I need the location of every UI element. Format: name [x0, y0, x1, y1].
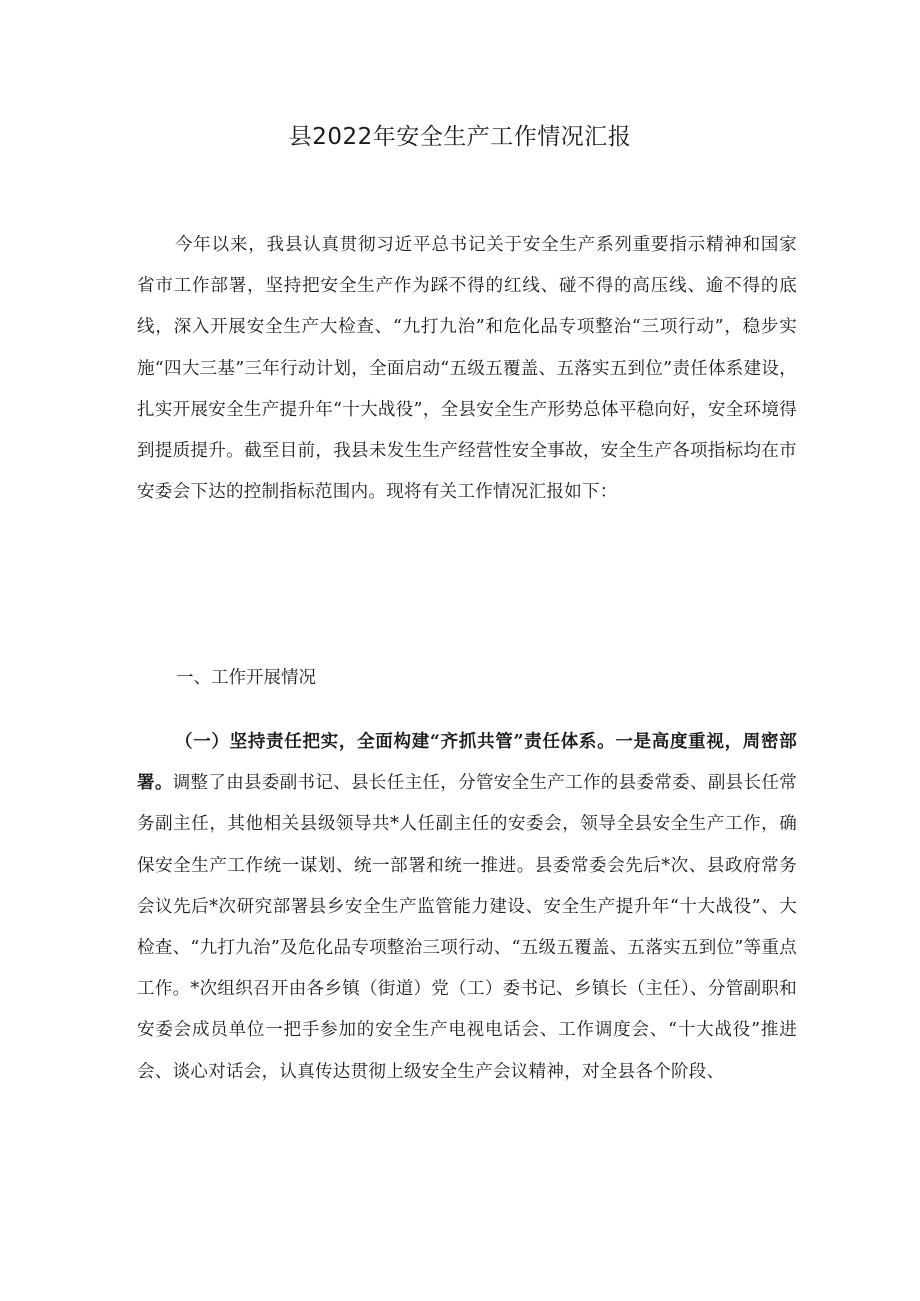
section-heading-1: 一、工作开展情况: [176, 668, 316, 688]
section-1-body: 调整了由县委副书记、县长任主任，分管安全生产工作的县委常委、副县长任常务副主任，其他相关县级领导共*人任副主任的安委会，领导全县安全生产工作，确保安全生产工作统一谋划、统一部署和统一推进。县委常委会先后*次、县政府常务会议先后*次研究部署县乡安全生产监管能力建设、安全生产提升年“十大战役”、大检查、“九打九治”及危化品专项整治三项行动、“五级五覆盖、五落实五到位”等重点工作。*次组织召开由各乡镇（街道）党（工）委书记、乡镇长（主任）、分管副职和安委会成员单位一把手参加的安全生产电视电话会、工作调度会、“十大战役”推进会、谈心对话会，认真传达贯彻上级安全生产会议精神，对全县各个阶段、: [137, 773, 797, 1082]
section-1-paragraph: [137, 722, 797, 1093]
intro-paragraph: 今年以来，我县认真贯彻习近平总书记关于安全生产系列重要指示精神和国家省市工作部署，坚持把安全生产作为踩不得的红线、碰不得的高压线、逾不得的底线，深入开展安全生产大检查、“九打九治”和危化品专项整治“三项行动”，稳步实施“四大三基”三年行动计划，全面启动“五级五覆盖、五落实五到位”责任体系建设，扎实开展安全生产提升年“十大战役”，全县安全生产形势总体平稳向好，安全环境得到提质提升。截至目前，我县未发生生产经营性安全事故，安全生产各项指标均在市安委会下达的控制指标范围内。现将有关工作情况汇报如下：: [137, 235, 797, 503]
document-title: 县2022年安全生产工作情况汇报: [288, 124, 632, 150]
section-1-bold-lead: （一）坚持责任把实，全面构建“齐抓共管”责任体系。一是高度重视，周密部署。: [137, 732, 797, 794]
